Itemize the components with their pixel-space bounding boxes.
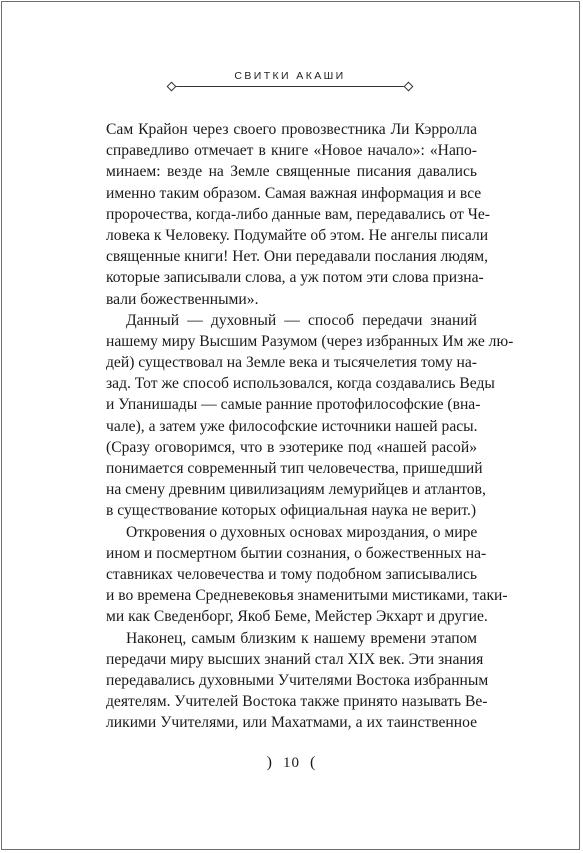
footer-bracket-left: ): [266, 754, 273, 771]
page-footer: [0, 754, 583, 772]
text-line: и во времена Средневековья знаменитыми мистиками, таки-: [106, 587, 508, 605]
text-line: Наконец, самым близким к нашему времени этапом: [126, 629, 477, 647]
text-line: Данный — духовный — способ передачи знаний: [126, 311, 477, 329]
text-line: и Упанишады — самые ранние протофилософские (вна-: [106, 396, 481, 414]
text-line: Откровения о духовных основах мироздания, о мире: [126, 523, 478, 541]
footer-bracket-right: (: [310, 754, 317, 771]
text-line: понимается современный тип человечества, пришедший: [106, 460, 483, 477]
text-line: зад. Тот же способ использовался, когда создавались Веды: [106, 375, 495, 393]
text-line: в существование которых официальная наука не верит.): [106, 502, 477, 520]
text-line: на смену древним цивилизациям лемурийцев и атлантов,: [106, 481, 486, 499]
text-line: чале), а затем уже философские источники нашей расы.: [106, 417, 478, 435]
text-line: ином и посмертном бытии сознания, о божественных на-: [106, 544, 487, 562]
text-line: передачи миру высших знаний стал XIX век. Эти знания: [106, 650, 484, 668]
text-line: которые записывали слова, а уж потом эти слова призна-: [106, 269, 484, 287]
text-line: ми как Сведенборг, Якоб Беме, Мейстер Экхарт и другие.: [106, 608, 488, 626]
text-line: минаем: везде на Земле священные писания давались: [106, 163, 477, 181]
diamond-ornament-left-icon: [167, 82, 177, 92]
paragraph: [106, 119, 490, 310]
text-line: Сам Крайон через своего провозвестника Ли Кэрролла: [106, 121, 477, 138]
text-line: ликими Учителями, или Махатмами, а их таинственное: [106, 714, 477, 732]
text-line: вали божественными».: [106, 290, 259, 308]
text-line: нашему миру Высшим Разумом (через избранных Им же лю-: [106, 332, 514, 350]
header-rule: [174, 86, 406, 87]
text-line: справедливо отмечает в книге «Новое начало»: «Напо-: [106, 142, 477, 160]
text-line: ставниках человечества и тому подобном записывались: [106, 565, 477, 583]
text-line: дей) существовал на Земле века и тысячелетия тому на-: [106, 354, 477, 372]
running-header: [168, 70, 412, 96]
paragraph: [106, 310, 514, 522]
text-line: священные книги! Нет. Они передавали послания людям,: [106, 248, 489, 266]
text-line: передавались духовными Учителями Востока избранным: [106, 671, 489, 689]
diamond-ornament-right-icon: [404, 82, 414, 92]
text-line: именно таким образом. Самая важная информация и все: [106, 184, 482, 202]
text-line: (Сразу оговоримся, что в эзотерике под «нашей расой»: [106, 438, 477, 456]
body-text: [106, 119, 514, 733]
page-number: 10: [283, 755, 300, 771]
running-header-title: СВИТКИ АКАШИ: [234, 70, 346, 82]
paragraph: [106, 628, 489, 734]
paragraph: [106, 522, 508, 628]
text-line: пророчества, когда-либо данные вам, передавались от Че-: [106, 205, 490, 223]
text-line: ловека к Человеку. Подумайте об этом. Не ангелы писали: [106, 226, 489, 244]
text-line: деятелям. Учителей Востока также принято называть Ве-: [106, 693, 488, 711]
